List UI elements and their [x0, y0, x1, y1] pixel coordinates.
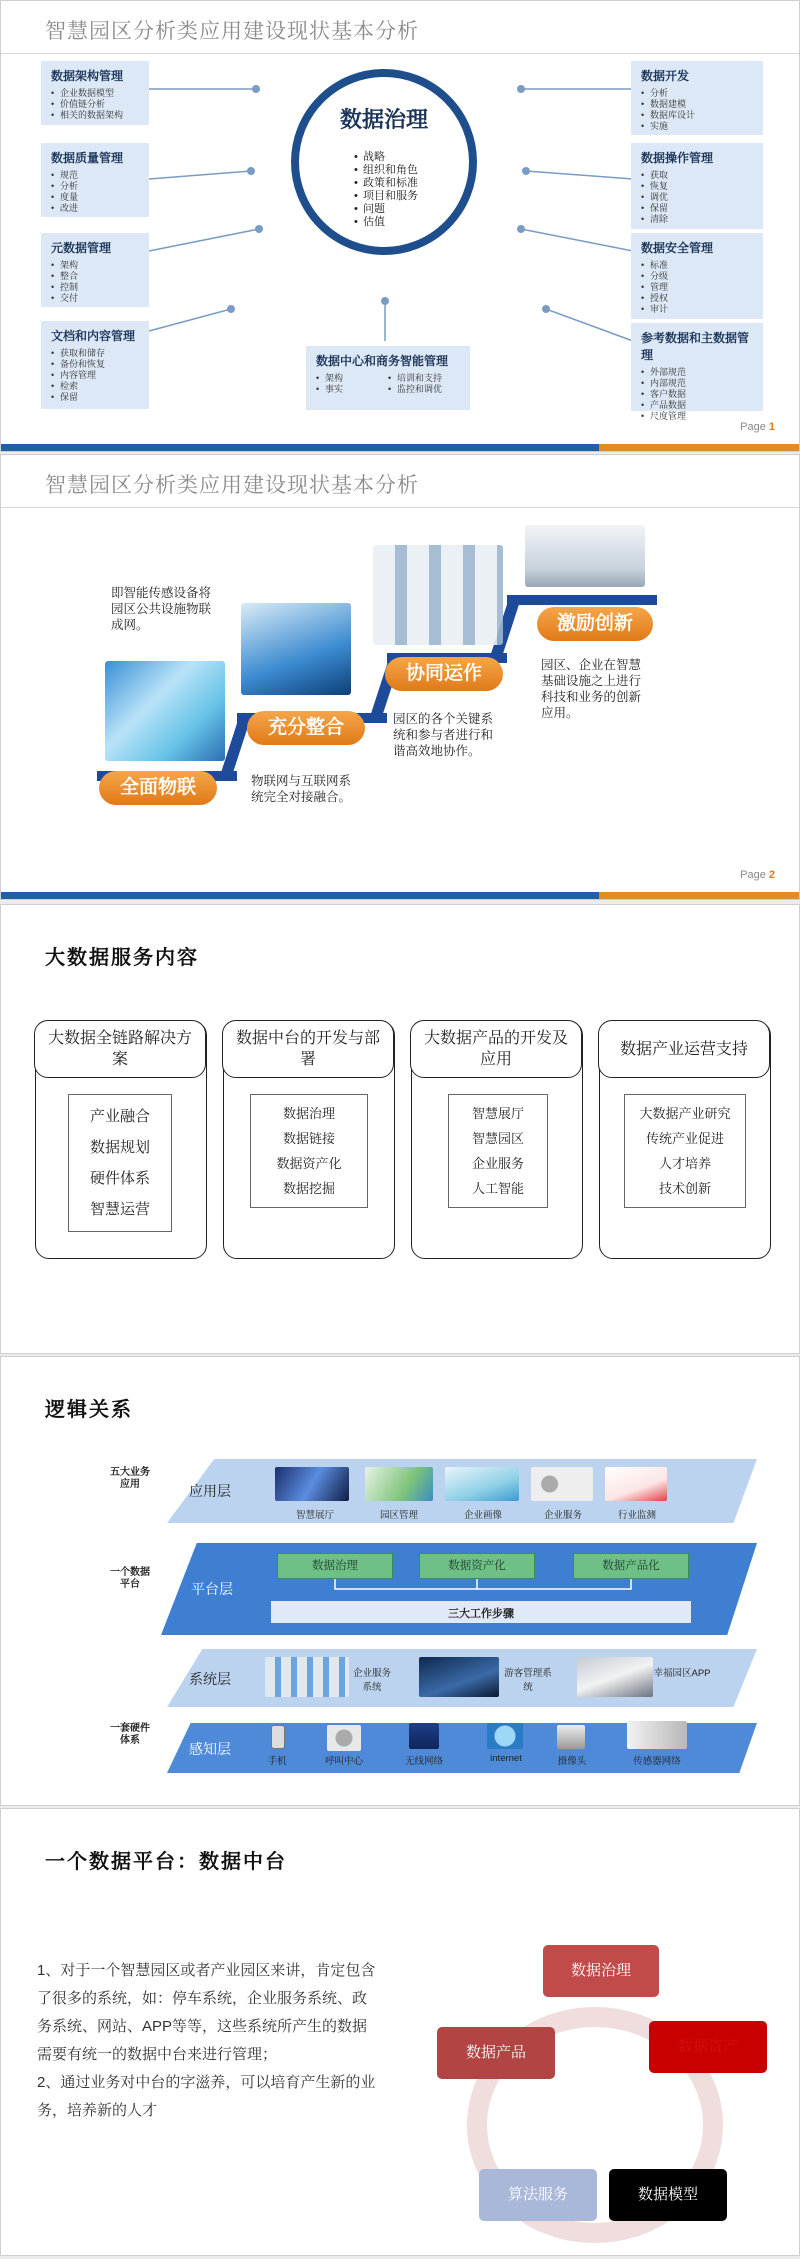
category-title: 数据开发	[641, 69, 690, 83]
category-item: • 培训和支持	[388, 373, 442, 384]
collaboration-illustration	[373, 545, 503, 645]
step-pill: 激励创新	[537, 607, 653, 641]
cycle-node-algorithm-service: 算法服务	[479, 2169, 597, 2221]
category-title: 数据中心和商务智能管理	[316, 354, 449, 368]
category-box	[41, 143, 149, 217]
innovation-illustration	[525, 525, 645, 587]
category-box	[41, 233, 149, 307]
card-item: 数据挖掘	[282, 1181, 335, 1196]
category-box	[631, 233, 763, 319]
layer-name: 平台层	[191, 1581, 233, 1597]
app-caption: 企业画像	[463, 1510, 502, 1521]
integration-illustration	[241, 603, 351, 695]
category-item: • 度量	[51, 192, 139, 203]
app-caption: 企业服务	[543, 1510, 582, 1521]
side-label: 一个数据平台	[110, 1567, 150, 1590]
category-item: • 分级	[641, 271, 753, 282]
service-card	[223, 1021, 395, 1259]
paragraph: 1、对于一个智慧园区或者产业园区来讲，肯定包含了很多的系统，如：停车系统，企业服务系统、政务系统、网站、APP等等，这些系统所产生的数据需要有统一的数据中台来进行管理；	[37, 1962, 376, 2063]
card-item: 产业融合	[89, 1108, 150, 1125]
card-heading: 数据中台的开发与部署	[222, 1020, 394, 1078]
slide-2	[0, 454, 800, 900]
footer-stripe	[1, 444, 799, 451]
category-item: • 尺度管理	[641, 411, 753, 422]
card-item: 智慧展厅	[471, 1106, 524, 1121]
device-caption: 传感器网络	[633, 1756, 681, 1767]
category-item: • 规范	[51, 170, 139, 181]
card-item: 企业服务	[471, 1156, 524, 1171]
card-item: 智慧运营	[89, 1201, 150, 1218]
category-item: • 获取和储存	[51, 348, 139, 359]
category-box	[41, 321, 149, 409]
step-pill: 全面物联	[99, 771, 217, 805]
system-caption: 游客管理系统	[504, 1668, 552, 1693]
device-caption: 摄像头	[557, 1756, 587, 1767]
category-item: • 改进	[51, 203, 139, 214]
layer-name: 感知层	[189, 1741, 231, 1757]
step-description: 园区的各个关键系统和参与者进行和谐高效地协作。	[393, 712, 494, 758]
category-item: • 整合	[51, 271, 139, 282]
step-description: 园区、企业在智慧基础设施之上进行科技和业务的创新应用。	[541, 658, 642, 720]
slide-title: 智慧园区分析类应用建设现状基本分析	[45, 20, 419, 43]
category-title: 数据安全管理	[641, 241, 714, 255]
card-item: 技术创新	[658, 1181, 711, 1196]
center-item: • 组织和角色	[354, 164, 418, 177]
center-item: • 估值	[354, 216, 418, 229]
device-icon	[327, 1725, 361, 1751]
category-item: • 内部规范	[641, 378, 753, 389]
category-item: • 架构	[316, 373, 388, 384]
category-item: • 获取	[641, 170, 753, 181]
category-item: • 事实	[316, 384, 388, 395]
app-caption: 智慧展厅	[295, 1510, 334, 1521]
step-description: 物联网与互联网系统完全对接融合。	[251, 774, 352, 804]
app-caption: 园区管理	[379, 1510, 418, 1521]
device-caption: 无线网络	[404, 1756, 443, 1767]
cycle-node-data-governance: 数据治理	[543, 1945, 659, 1997]
category-box	[41, 61, 149, 125]
category-item: • 恢复	[641, 181, 753, 192]
card-item: 硬件体系	[89, 1170, 150, 1187]
card-heading: 大数据产品的开发及应用	[410, 1020, 582, 1078]
device-icon	[409, 1723, 439, 1749]
category-item: • 客户数据	[641, 389, 753, 400]
category-item: • 价值链分析	[51, 99, 139, 110]
card-heading: 数据产业运营支持	[598, 1020, 770, 1078]
device-icon	[271, 1725, 285, 1749]
category-item: • 保留	[641, 203, 753, 214]
card-item: 人工智能	[471, 1181, 524, 1196]
step-description: 即智能传感设备将园区公共设施物联成网。	[111, 586, 212, 632]
paragraph: 2、通过业务对中台的字滋养，可以培育产生新的业务，培养新的人才	[37, 2074, 376, 2119]
category-item: • 调优	[641, 192, 753, 203]
side-label: 五大业务应用	[110, 1467, 150, 1490]
card-item: 数据资产化	[276, 1156, 342, 1171]
center-title: 数据治理	[339, 107, 428, 132]
card-heading: 大数据全链路解决方案	[34, 1020, 206, 1078]
slide-title: 一个数据平台：数据中台	[45, 1851, 287, 1873]
slide-1	[0, 0, 800, 452]
system-thumbnail	[577, 1657, 653, 1697]
steps-caption: 三大工作步骤	[448, 1608, 514, 1620]
card-item: 智慧园区	[471, 1131, 524, 1146]
footer-stripe	[1, 892, 799, 899]
center-item: • 政策和标准	[354, 177, 418, 190]
category-item: • 检索	[51, 381, 139, 392]
app-caption: 行业监测	[617, 1510, 656, 1521]
category-item: • 架构	[51, 260, 139, 271]
category-item: • 备份和恢复	[51, 359, 139, 370]
category-item: • 交付	[51, 293, 139, 304]
system-caption: 企业服务系统	[352, 1668, 391, 1693]
slide-title: 大数据服务内容	[45, 947, 199, 969]
category-item: • 数据建模	[641, 99, 753, 110]
layer-name: 系统层	[189, 1671, 231, 1687]
slide-4	[0, 1356, 800, 1806]
category-item: • 监控和调优	[388, 384, 442, 395]
service-card	[599, 1021, 771, 1259]
category-item: • 实施	[641, 121, 753, 132]
page-number: Page 1	[740, 421, 775, 433]
category-item: • 分析	[641, 88, 753, 99]
device-icon	[557, 1725, 585, 1749]
system-thumbnail	[265, 1657, 349, 1697]
step-pill: 充分整合	[247, 711, 365, 745]
category-box	[631, 323, 763, 421]
category-title: 数据操作管理	[641, 151, 714, 165]
category-title: 元数据管理	[51, 241, 112, 255]
cycle-node-data-assets: 数据资产	[649, 2021, 767, 2073]
category-item: • 相关的数据架构	[51, 110, 139, 121]
category-item: • 企业数据模型	[51, 88, 139, 99]
device-caption: 呼叫中心	[324, 1756, 363, 1767]
device-caption: internet	[490, 1753, 522, 1764]
category-item: • 授权	[641, 293, 753, 304]
card-list	[250, 1094, 368, 1208]
category-title: 参考数据和主数据管理	[641, 331, 750, 362]
category-item: • 管理	[641, 282, 753, 293]
step-pill: 协同运作	[385, 657, 503, 691]
cycle-node-data-model: 数据模型	[609, 2169, 727, 2221]
iot-illustration	[105, 661, 225, 761]
system-caption: 幸福园区APP	[653, 1668, 711, 1679]
card-item: 大数据产业研究	[639, 1106, 731, 1121]
platform-step-box: 数据产品化	[573, 1553, 689, 1579]
slide-5	[0, 1808, 800, 2256]
category-title: 文档和内容管理	[51, 329, 136, 343]
platform-step-box: 数据资产化	[419, 1553, 535, 1579]
category-item: • 保留	[51, 392, 139, 403]
center-item: • 问题	[354, 203, 418, 216]
center-item: • 项目和服务	[354, 190, 418, 203]
slide-title: 逻辑关系	[45, 1399, 133, 1421]
card-list	[68, 1094, 172, 1232]
category-title: 数据质量管理	[51, 151, 124, 165]
center-list	[354, 151, 418, 229]
header-divider	[1, 507, 799, 508]
card-item: 人才培养	[658, 1156, 711, 1171]
stair-step	[507, 595, 657, 605]
card-item: 传统产业促进	[645, 1131, 724, 1146]
data-governance-circle	[291, 69, 477, 255]
system-thumbnail	[419, 1657, 499, 1697]
category-item: • 内容管理	[51, 370, 139, 381]
category-item: • 标准	[641, 260, 753, 271]
category-item: • 数据库设计	[641, 110, 753, 121]
platform-step-box: 数据治理	[277, 1553, 393, 1579]
card-item: 数据规划	[89, 1139, 150, 1156]
category-item: • 分析	[51, 181, 139, 192]
service-card	[35, 1021, 207, 1259]
device-icon	[487, 1723, 523, 1749]
card-list	[448, 1094, 548, 1208]
cycle-node-data-product: 数据产品	[437, 2027, 555, 2079]
category-item: • 清除	[641, 214, 753, 225]
device-caption: 手机	[267, 1756, 287, 1767]
category-item: • 审计	[641, 304, 753, 315]
category-box	[306, 346, 470, 410]
card-list	[624, 1094, 746, 1208]
category-item: • 产品数据	[641, 400, 753, 411]
device-icon	[627, 1721, 687, 1749]
slide-title: 智慧园区分析类应用建设现状基本分析	[45, 474, 419, 497]
layer-name: 应用层	[189, 1483, 231, 1499]
side-label: 一套硬件体系	[110, 1723, 150, 1746]
center-item: • 战略	[354, 151, 418, 164]
category-item: • 外部规范	[641, 367, 753, 378]
card-item: 数据治理	[282, 1106, 335, 1121]
category-item: • 控制	[51, 282, 139, 293]
card-item: 数据链接	[282, 1131, 335, 1146]
page-number: Page 2	[740, 869, 775, 881]
category-title: 数据架构管理	[51, 69, 124, 83]
category-box	[631, 143, 763, 229]
service-card	[411, 1021, 583, 1259]
category-box	[631, 61, 763, 135]
slide-3	[0, 904, 800, 1354]
